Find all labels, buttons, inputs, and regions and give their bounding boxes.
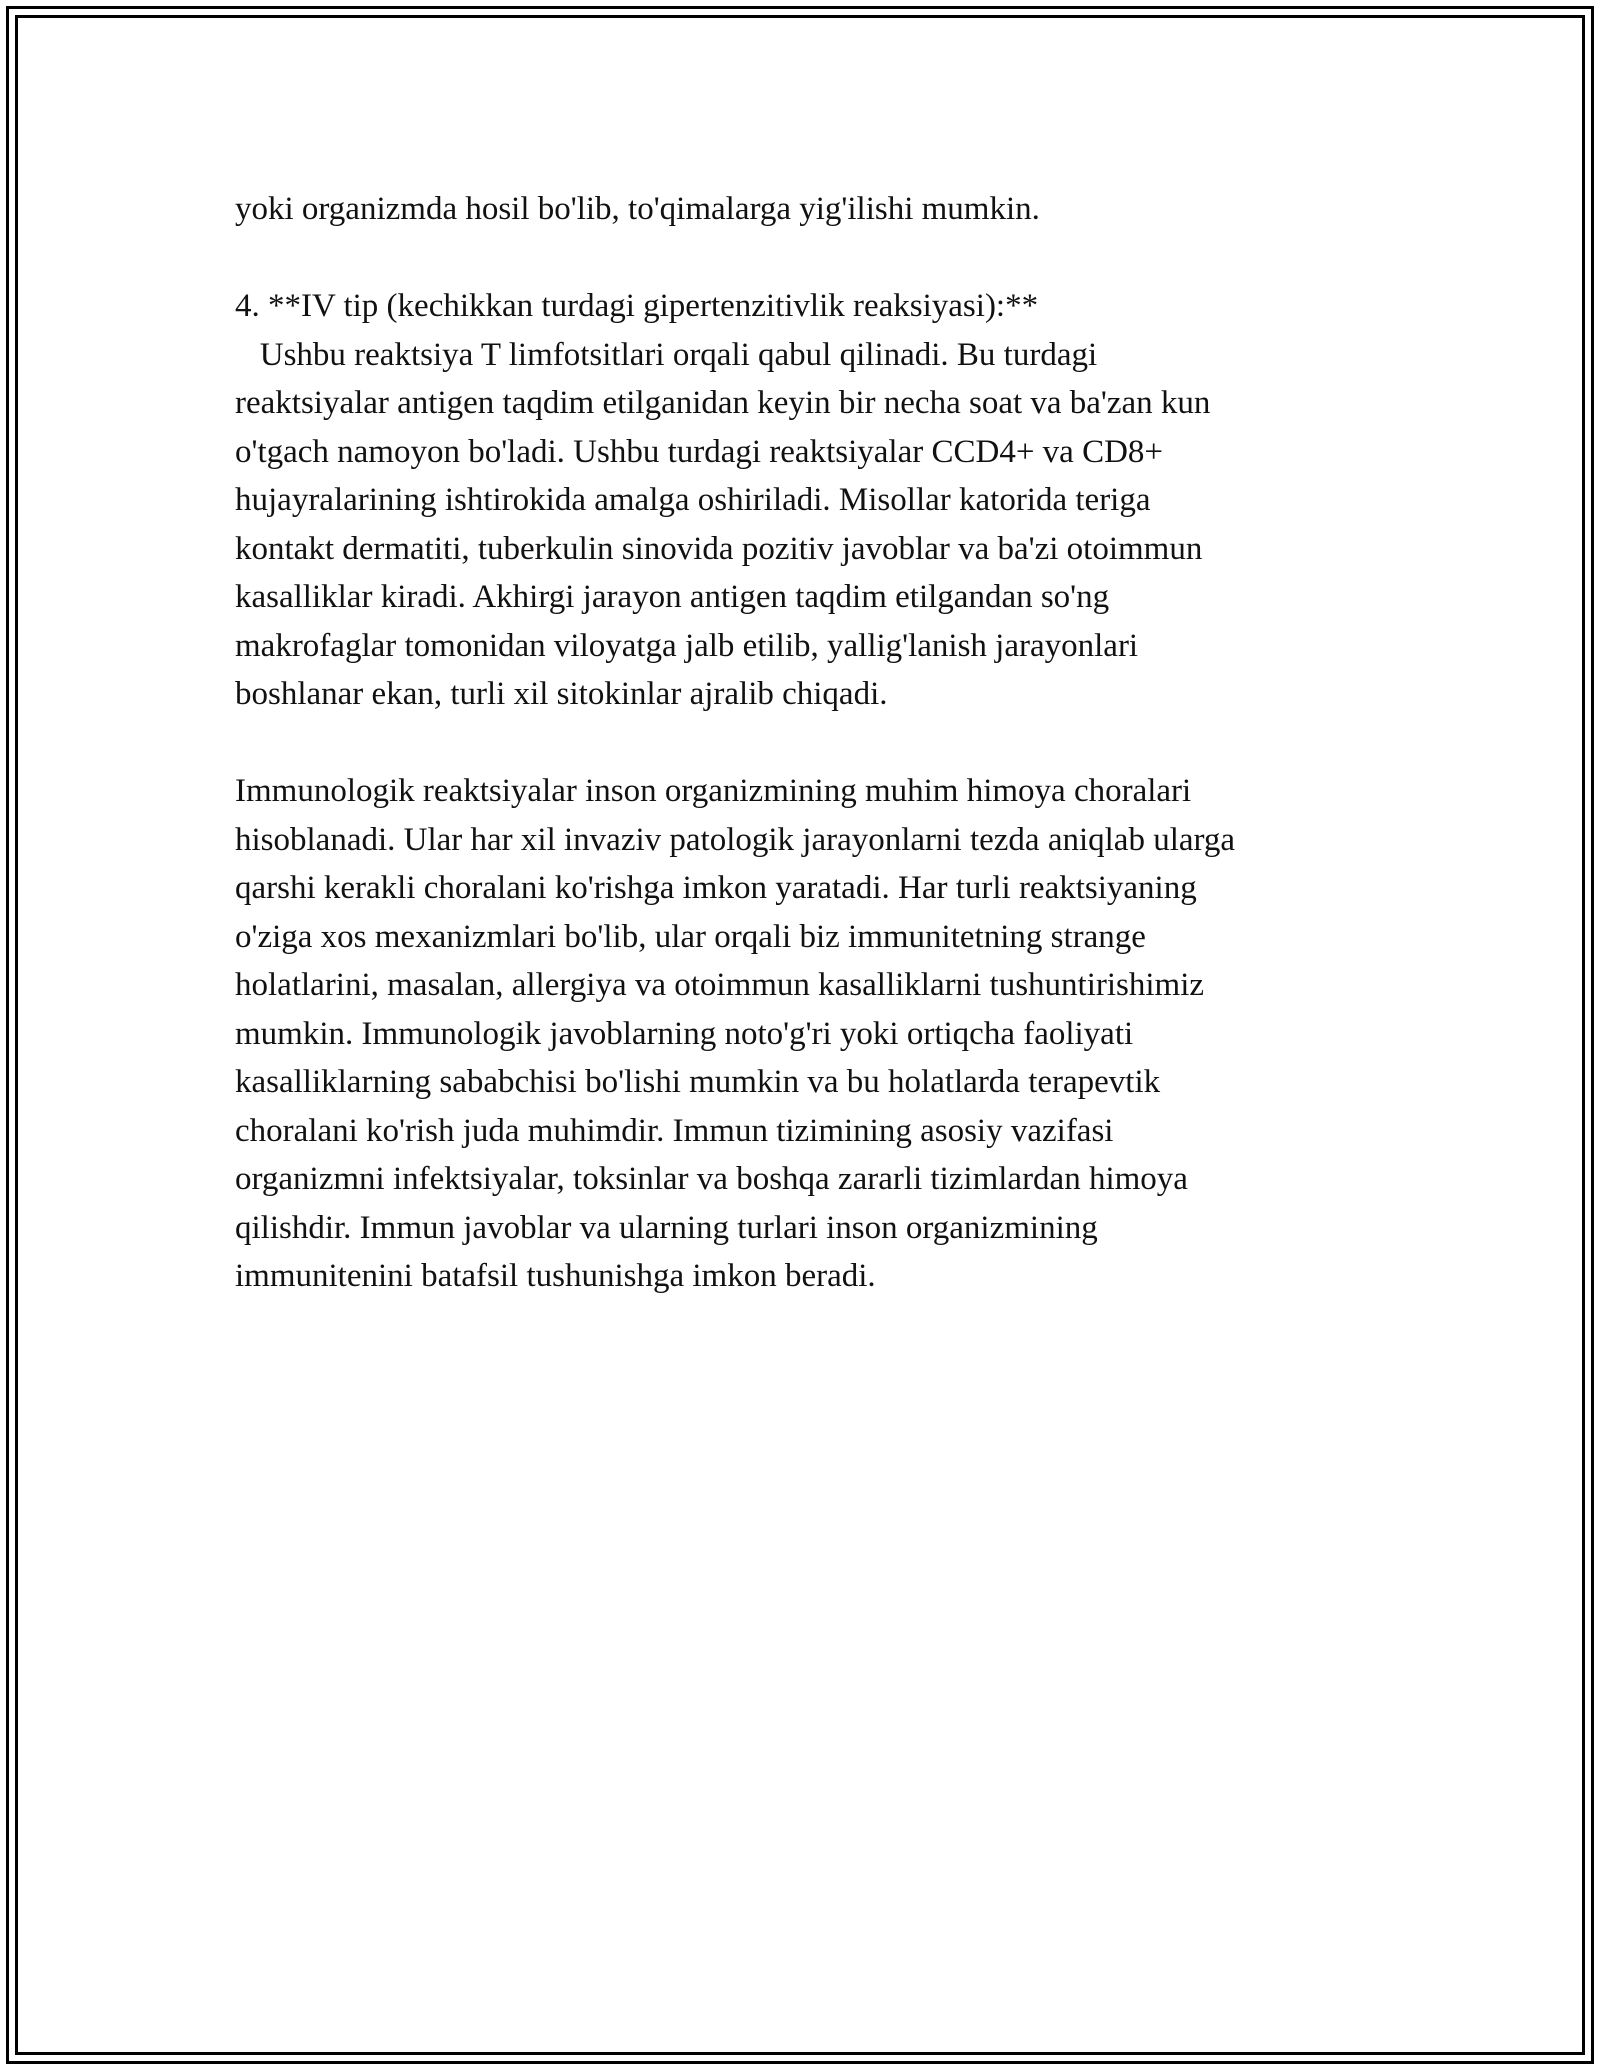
text-line: immunitenini batafsil tushunishga imkon beradi. xyxy=(235,1258,876,1294)
text-line: qilishdir. Immun javoblar va ularning turlari inson organizmining xyxy=(235,1209,1098,1246)
text-line: kasalliklar kiradi. Akhirgi jarayon antigen taqdim etilgandan so'ng xyxy=(235,579,1110,615)
conclusion-paragraph xyxy=(235,767,1375,1301)
text-line: makrofaglar tomonidan viloyatga jalb etilib, yallig'lanish jarayonlari xyxy=(235,627,1139,664)
paragraph-spacer xyxy=(235,234,1375,283)
text-line: o'tgach namoyon bo'ladi. Ushbu turdagi reaktsiyalar CCD4+ va CD8+ xyxy=(235,433,1164,470)
section-type-iv xyxy=(235,282,1375,719)
text-line: hujayralarining ishtirokida amalga oshiriladi. Misollar katorida teriga xyxy=(235,482,1151,518)
text-line: holatlarini, masalan, allergiya va otoimmun kasalliklarni tushuntirishimiz xyxy=(235,967,1205,1003)
text-line: Immunologik reaktsiyalar inson organizmining muhim himoya choralari xyxy=(235,773,1192,809)
text-line: kontakt dermatiti, tuberkulin sinovida pozitiv javoblar va ba'zi otoimmun xyxy=(235,530,1203,567)
text-line: boshlanar ekan, turli xil sitokinlar ajralib chiqadi. xyxy=(235,676,888,712)
text-line: Ushbu reaktsiya T limfotsitlari orqali qabul qilinadi. Bu turdagi xyxy=(235,336,1098,373)
text-line: organizmni infektsiyalar, toksinlar va boshqa zararli tizimlardan himoya xyxy=(235,1161,1188,1197)
paragraph-spacer xyxy=(235,719,1375,768)
text-line: yoki organizmda hosil bo'lib, to'qimalarga yig'ilishi mumkin. xyxy=(235,191,1040,227)
text-line: choralani ko'rish juda muhimdir. Immun tizimining asosiy vazifasi xyxy=(235,1112,1114,1149)
text-line: mumkin. Immunologik javoblarning noto'g'ri yoki ortiqcha faoliyati xyxy=(235,1015,1134,1052)
text-line: hisoblanadi. Ular har xil invaziv patologik jarayonlarni tezda aniqlab ularga xyxy=(235,821,1236,858)
document-body xyxy=(235,185,1375,1301)
paragraph-continuation xyxy=(235,185,1375,234)
text-line: o'ziga xos mexanizmlari bo'lib, ular orqali biz immunitetning strange xyxy=(235,918,1146,955)
text-line: kasalliklarning sababchisi bo'lishi mumkin va bu holatlarda terapevtik xyxy=(235,1064,1161,1100)
section-heading: 4. **IV tip (kechikkan turdagi gipertenzitivlik reaksiyasi):** xyxy=(235,288,1039,324)
text-line: reaktsiyalar antigen taqdim etilganidan keyin bir necha soat va ba'zan kun xyxy=(235,385,1211,421)
text-line: qarshi kerakli choralani ko'rishga imkon yaratadi. Har turli reaktsiyaning xyxy=(235,870,1197,906)
